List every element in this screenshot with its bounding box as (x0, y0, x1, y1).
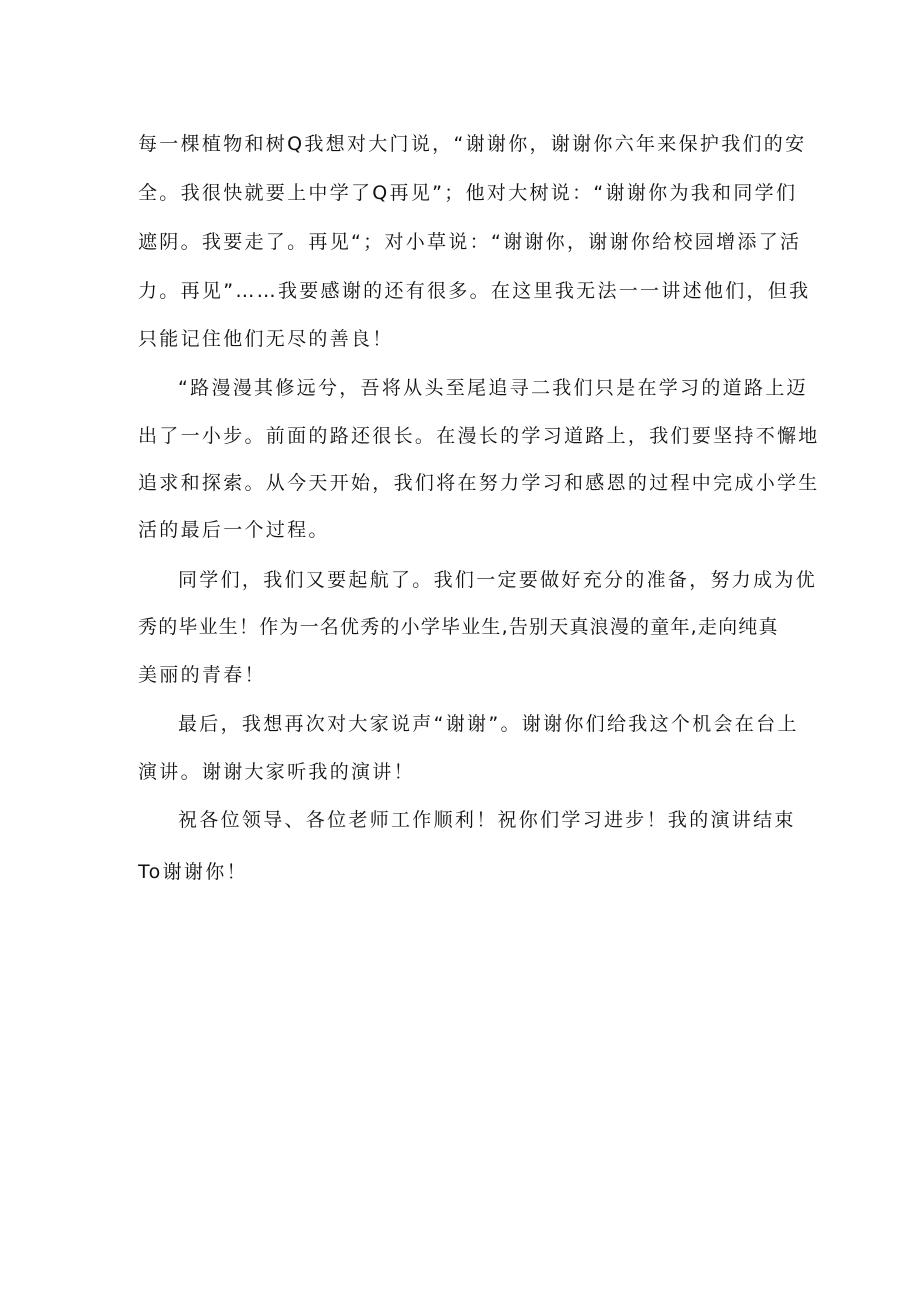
paragraph-2-line-4: 活的最后一个过程。 (138, 519, 330, 541)
paragraph-2-line-2: 出了一小步。前面的路还很长。在漫长的学习道路上，我们要坚持不懈地 (138, 425, 820, 447)
paragraph-1-line-5: 只能记住他们无尽的善良！ (138, 328, 394, 350)
paragraph-3-line-1: 同学们，我们又要起航了。我们一定要做好充分的准备，努力成为优 (178, 569, 818, 591)
paragraph-4-line-2: 演讲。谢谢大家听我的演讲！ (138, 761, 415, 783)
paragraph-1-line-3: 遮阴。我要走了。再见“；对小草说：“谢谢你，谢谢你给校园增添了活 (138, 231, 802, 253)
paragraph-3-line-2: 秀的毕业生！作为一名优秀的小学毕业生,告别天真浪漫的童年,走向纯真 (138, 616, 779, 638)
paragraph-2-line-3: 追求和探索。从今天开始，我们将在努力学习和感恩的过程中完成小学生 (138, 472, 820, 494)
paragraph-3-line-3: 美丽的青春！ (138, 664, 266, 686)
paragraph-1-line-2: 全。我很快就要上中学了Q再见”；他对大树说：“谢谢你为我和同学们 (138, 182, 798, 204)
paragraph-5-line-1: 祝各位领导、各位老师工作顺利！祝你们学习进步！我的演讲结束 (178, 809, 796, 831)
paragraph-1-line-4: 力。再见”……我要感谢的还有很多。在这里我无法一一讲述他们，但我 (138, 280, 811, 302)
paragraph-2-line-1: “路漫漫其修远兮，吾将从头至尾追寻二我们只是在学习的道路上迈 (178, 377, 808, 399)
paragraph-1-line-1: 每一棵植物和树Q我想对大门说，“谢谢你，谢谢你六年来保护我们的安 (138, 133, 807, 155)
paragraph-4-line-1: 最后，我想再次对大家说声“谢谢”。谢谢你们给我这个机会在台上 (178, 713, 799, 735)
paragraph-5-line-2: To谢谢你！ (138, 861, 248, 883)
